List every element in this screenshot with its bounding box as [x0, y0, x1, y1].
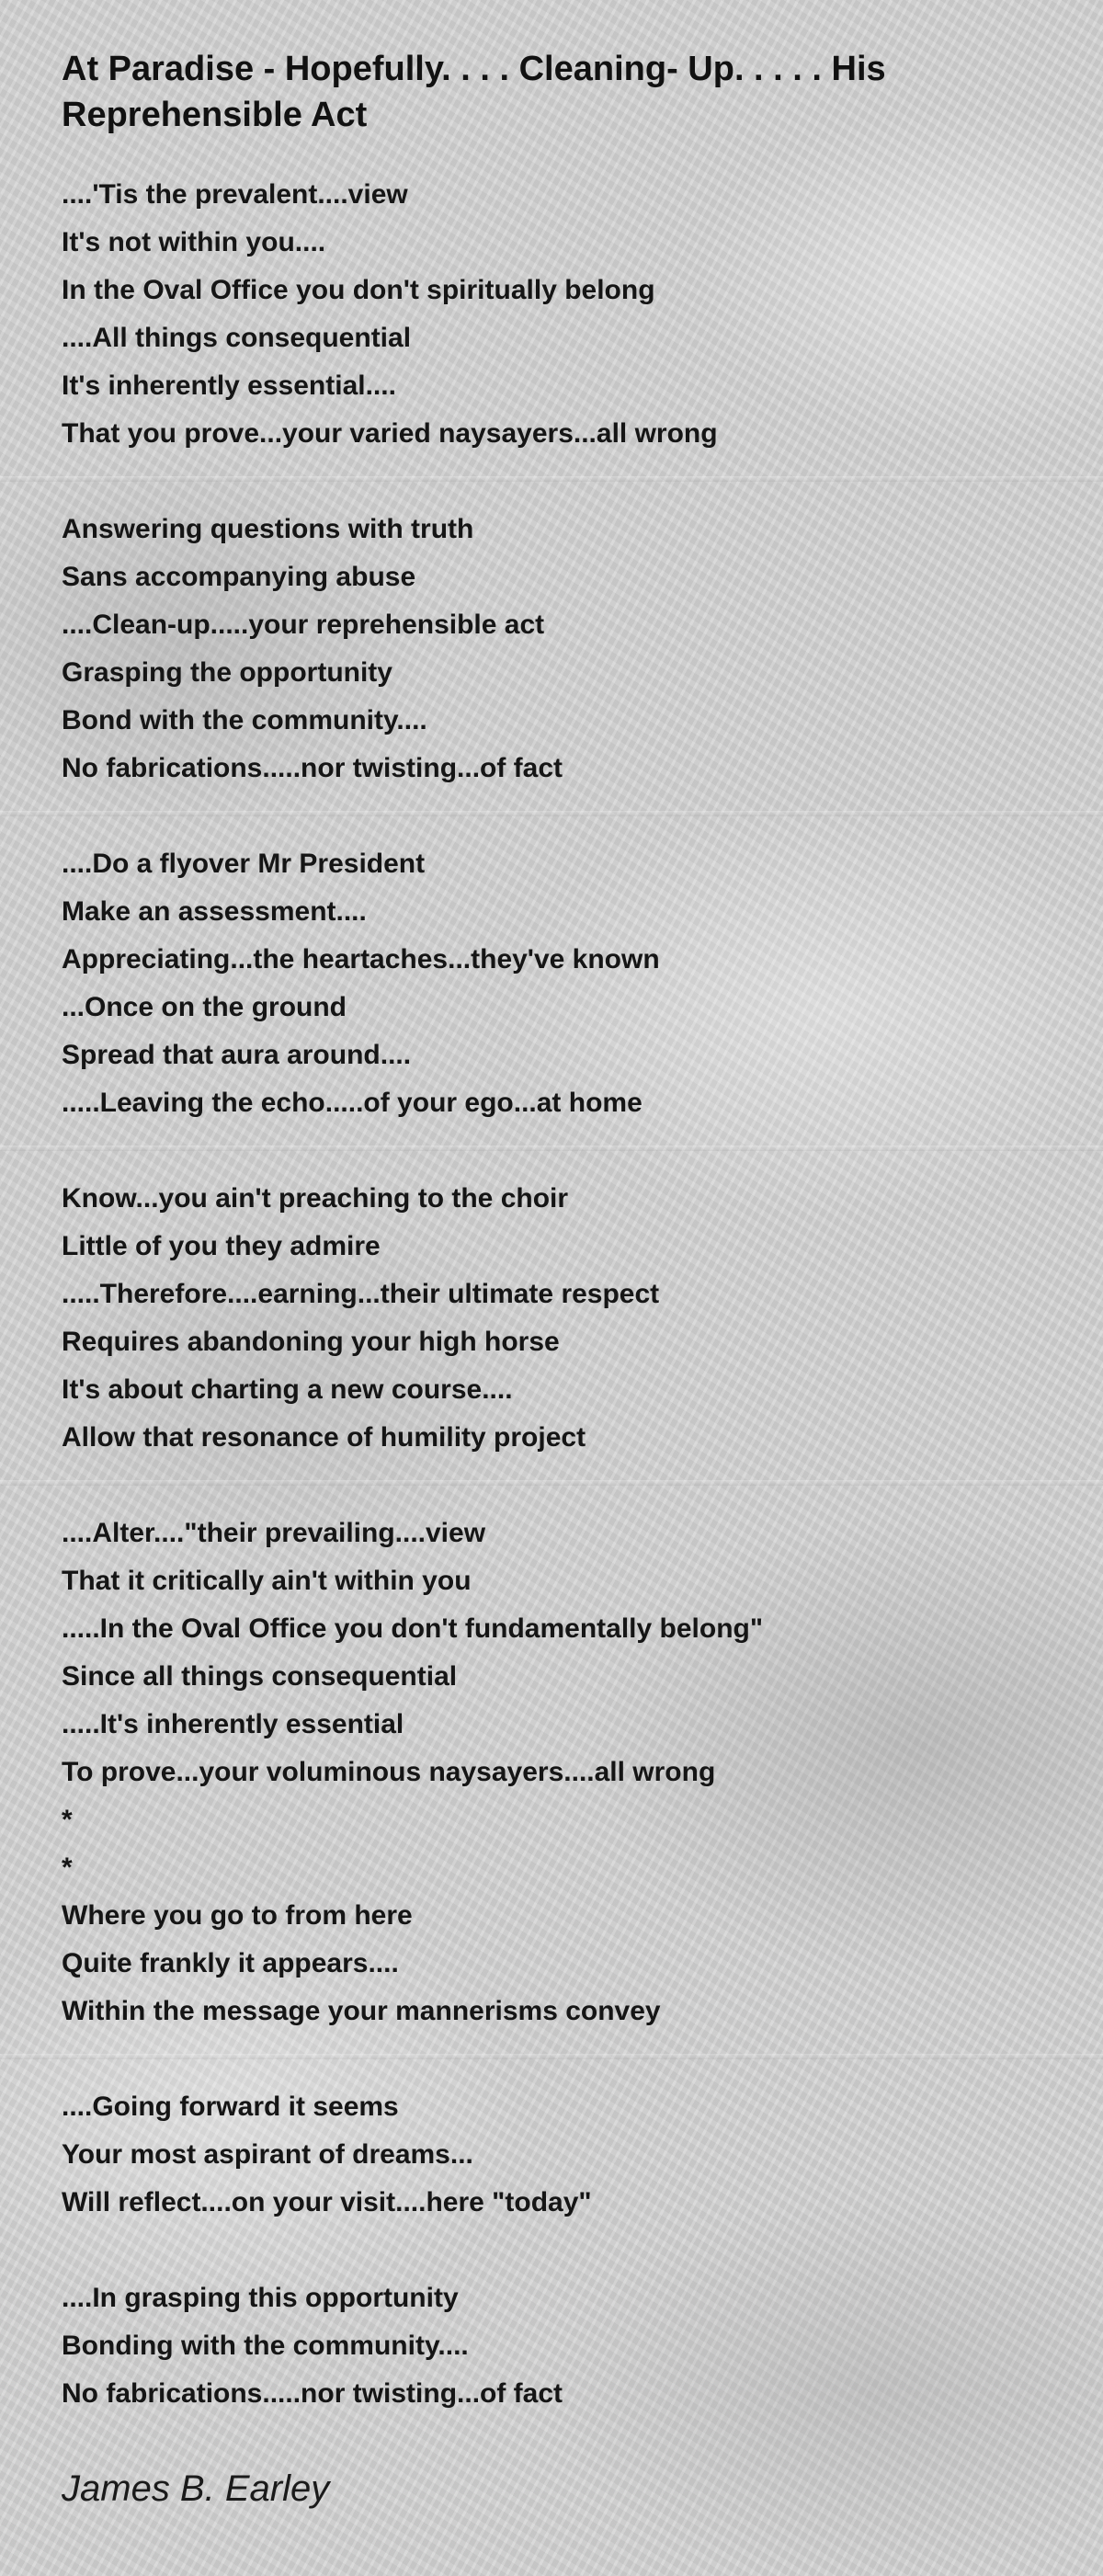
poem-line: Will reflect....on your visit....here "today" [62, 2187, 592, 2217]
poem-line: Sans accompanying abuse [62, 562, 416, 592]
poem-title: At Paradise - Hopefully. . . . Cleaning- Up. . . . . His Reprehensible Act [62, 50, 886, 134]
poem-line: Answering questions with truth [62, 514, 474, 544]
poem-line: Allow that resonance of humility project [62, 1422, 586, 1453]
poem-line: Where you go to from here [62, 1900, 413, 1931]
poem-line: No fabrications.....nor twisting...of fact [62, 753, 563, 783]
poem-line: That you prove...your varied naysayers...all wrong [62, 418, 718, 449]
poem-line: Know...you ain't preaching to the choir [62, 1183, 569, 1214]
poem-line: * [62, 1805, 73, 1835]
poem-line: Within the message your mannerisms convey [62, 1996, 661, 2026]
stanza [62, 1510, 1063, 2035]
poem-line: ....'Tis the prevalent....view [62, 179, 408, 210]
poem-line: Spread that aura around.... [62, 1040, 412, 1070]
poem-line: Grasping the opportunity [62, 657, 392, 688]
poem-line: .....Therefore....earning...their ultimate respect [62, 1279, 660, 1309]
poem-line: Requires abandoning your high horse [62, 1327, 560, 1357]
stanza [62, 2083, 1063, 2227]
poem-line: In the Oval Office you don't spiritually belong [62, 275, 655, 305]
poem-line: * [62, 1852, 73, 1883]
poem-line: Bonding with the community.... [62, 2331, 469, 2361]
poem-line: ....Clean-up.....your reprehensible act [62, 610, 545, 640]
poem-line: It's not within you.... [62, 227, 326, 257]
stanza [62, 1175, 1063, 1462]
poem-line: Bond with the community.... [62, 705, 427, 735]
poem-line: .....In the Oval Office you don't fundamentally belong" [62, 1613, 764, 1644]
stanza [62, 2274, 1063, 2418]
poem-line: ....All things consequential [62, 323, 412, 353]
poem-line: To prove...your voluminous naysayers....all wrong [62, 1757, 716, 1787]
poem-line: .....Leaving the echo.....of your ego...at home [62, 1088, 642, 1118]
poem-line: It's inherently essential.... [62, 370, 396, 401]
poem-container [62, 46, 1063, 2512]
poem-line: ....Going forward it seems [62, 2092, 399, 2122]
poem-line: No fabrications.....nor twisting...of fact [62, 2378, 563, 2409]
poem-line: Appreciating...the heartaches...they've known [62, 944, 660, 975]
poem-line: ....Do a flyover Mr President [62, 849, 426, 879]
poem-line: Since all things consequential [62, 1661, 458, 1692]
stanza [62, 840, 1063, 1127]
poem-line: ....In grasping this opportunity [62, 2283, 459, 2313]
stanza [62, 171, 1063, 458]
poem-line: It's about charting a new course.... [62, 1374, 513, 1405]
stanza [62, 506, 1063, 792]
poem-body [62, 171, 1063, 2418]
poem-line: .....It's inherently essential [62, 1709, 404, 1739]
poem-line: Make an assessment.... [62, 896, 367, 927]
author-name: James B. Earley [62, 2468, 330, 2509]
poem-line: ....Alter...."their prevailing....view [62, 1518, 486, 1548]
poem-line: ...Once on the ground [62, 992, 347, 1022]
poem-line: Quite frankly it appears.... [62, 1948, 399, 1978]
poem-line: That it critically ain't within you [62, 1566, 472, 1596]
poem-line: Little of you they admire [62, 1231, 381, 1261]
poem-line: Your most aspirant of dreams... [62, 2139, 473, 2170]
